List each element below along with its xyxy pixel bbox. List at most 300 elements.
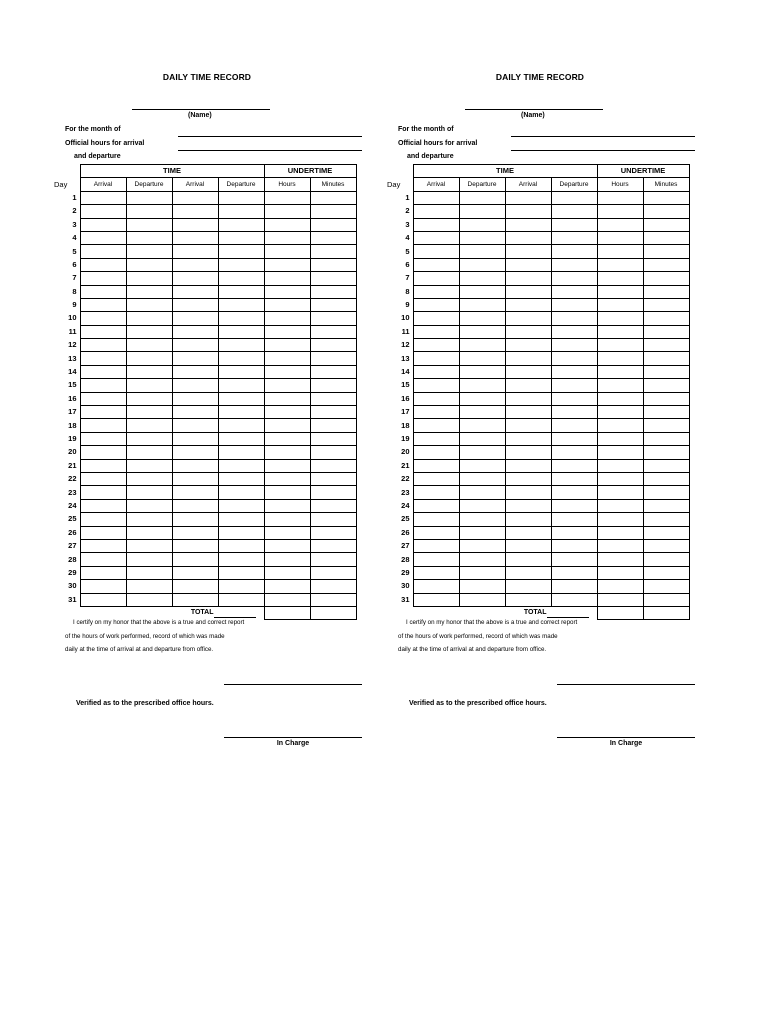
- time-entry-cell[interactable]: [310, 339, 356, 352]
- time-entry-cell[interactable]: [459, 566, 505, 579]
- time-entry-cell[interactable]: [643, 245, 689, 258]
- time-entry-cell[interactable]: [126, 486, 172, 499]
- time-entry-cell[interactable]: [551, 379, 597, 392]
- time-entry-cell[interactable]: [80, 419, 126, 432]
- time-entry-cell[interactable]: [126, 406, 172, 419]
- time-entry-cell[interactable]: [643, 352, 689, 365]
- time-entry-cell[interactable]: [413, 272, 459, 285]
- time-entry-cell[interactable]: [551, 205, 597, 218]
- undertime-total-cell[interactable]: [597, 606, 643, 619]
- time-entry-cell[interactable]: [551, 526, 597, 539]
- time-entry-cell[interactable]: [413, 513, 459, 526]
- time-entry-cell[interactable]: [126, 472, 172, 485]
- time-entry-cell[interactable]: [597, 499, 643, 512]
- time-entry-cell[interactable]: [218, 513, 264, 526]
- time-entry-cell[interactable]: [413, 580, 459, 593]
- time-entry-cell[interactable]: [310, 245, 356, 258]
- time-entry-cell[interactable]: [459, 432, 505, 445]
- time-entry-cell[interactable]: [310, 298, 356, 311]
- time-entry-cell[interactable]: [80, 298, 126, 311]
- time-entry-cell[interactable]: [597, 406, 643, 419]
- time-entry-cell[interactable]: [551, 218, 597, 231]
- time-entry-cell[interactable]: [172, 205, 218, 218]
- time-entry-cell[interactable]: [218, 285, 264, 298]
- time-entry-cell[interactable]: [172, 472, 218, 485]
- time-entry-cell[interactable]: [413, 472, 459, 485]
- time-entry-cell[interactable]: [218, 566, 264, 579]
- time-entry-cell[interactable]: [413, 566, 459, 579]
- employee-signature-line[interactable]: [224, 684, 362, 685]
- time-entry-cell[interactable]: [264, 486, 310, 499]
- time-entry-cell[interactable]: [643, 325, 689, 338]
- time-entry-cell[interactable]: [172, 191, 218, 204]
- time-entry-cell[interactable]: [597, 312, 643, 325]
- time-entry-cell[interactable]: [264, 472, 310, 485]
- month-field-line[interactable]: [178, 136, 362, 137]
- time-entry-cell[interactable]: [643, 231, 689, 244]
- time-entry-cell[interactable]: [264, 231, 310, 244]
- time-entry-cell[interactable]: [126, 298, 172, 311]
- time-entry-cell[interactable]: [80, 325, 126, 338]
- time-entry-cell[interactable]: [505, 432, 551, 445]
- time-entry-cell[interactable]: [413, 298, 459, 311]
- time-entry-cell[interactable]: [597, 231, 643, 244]
- time-entry-cell[interactable]: [172, 432, 218, 445]
- time-entry-cell[interactable]: [264, 539, 310, 552]
- time-entry-cell[interactable]: [264, 459, 310, 472]
- time-entry-cell[interactable]: [172, 365, 218, 378]
- time-entry-cell[interactable]: [218, 352, 264, 365]
- time-entry-cell[interactable]: [80, 459, 126, 472]
- time-entry-cell[interactable]: [413, 379, 459, 392]
- time-entry-cell[interactable]: [218, 258, 264, 271]
- time-entry-cell[interactable]: [643, 486, 689, 499]
- time-entry-cell[interactable]: [80, 432, 126, 445]
- time-entry-cell[interactable]: [597, 539, 643, 552]
- time-entry-cell[interactable]: [264, 419, 310, 432]
- time-entry-cell[interactable]: [126, 352, 172, 365]
- time-entry-cell[interactable]: [172, 325, 218, 338]
- time-entry-cell[interactable]: [597, 513, 643, 526]
- time-entry-cell[interactable]: [551, 459, 597, 472]
- time-entry-cell[interactable]: [505, 406, 551, 419]
- time-entry-cell[interactable]: [459, 258, 505, 271]
- time-entry-cell[interactable]: [505, 312, 551, 325]
- time-entry-cell[interactable]: [643, 205, 689, 218]
- time-entry-cell[interactable]: [126, 593, 172, 606]
- time-entry-cell[interactable]: [126, 379, 172, 392]
- time-entry-cell[interactable]: [80, 486, 126, 499]
- time-entry-cell[interactable]: [310, 499, 356, 512]
- time-entry-cell[interactable]: [80, 526, 126, 539]
- time-entry-cell[interactable]: [80, 513, 126, 526]
- time-entry-cell[interactable]: [80, 499, 126, 512]
- time-entry-cell[interactable]: [310, 406, 356, 419]
- time-entry-cell[interactable]: [597, 352, 643, 365]
- time-entry-cell[interactable]: [505, 553, 551, 566]
- time-entry-cell[interactable]: [551, 339, 597, 352]
- time-entry-cell[interactable]: [459, 352, 505, 365]
- time-entry-cell[interactable]: [459, 486, 505, 499]
- time-entry-cell[interactable]: [597, 472, 643, 485]
- time-entry-cell[interactable]: [172, 419, 218, 432]
- time-entry-cell[interactable]: [643, 526, 689, 539]
- time-entry-cell[interactable]: [459, 513, 505, 526]
- time-entry-cell[interactable]: [172, 312, 218, 325]
- time-entry-cell[interactable]: [264, 566, 310, 579]
- time-entry-cell[interactable]: [505, 231, 551, 244]
- time-entry-cell[interactable]: [459, 459, 505, 472]
- time-entry-cell[interactable]: [80, 339, 126, 352]
- time-entry-cell[interactable]: [597, 432, 643, 445]
- time-entry-cell[interactable]: [505, 580, 551, 593]
- time-entry-cell[interactable]: [597, 392, 643, 405]
- time-entry-cell[interactable]: [643, 580, 689, 593]
- time-entry-cell[interactable]: [80, 285, 126, 298]
- time-entry-cell[interactable]: [310, 459, 356, 472]
- time-entry-cell[interactable]: [505, 486, 551, 499]
- time-entry-cell[interactable]: [264, 499, 310, 512]
- official-hours-field-line[interactable]: [511, 150, 695, 151]
- time-entry-cell[interactable]: [126, 513, 172, 526]
- time-entry-cell[interactable]: [551, 392, 597, 405]
- time-entry-cell[interactable]: [597, 446, 643, 459]
- time-entry-cell[interactable]: [172, 486, 218, 499]
- time-entry-cell[interactable]: [643, 312, 689, 325]
- time-entry-cell[interactable]: [505, 205, 551, 218]
- time-entry-cell[interactable]: [310, 365, 356, 378]
- time-entry-cell[interactable]: [126, 231, 172, 244]
- time-entry-cell[interactable]: [310, 526, 356, 539]
- time-entry-cell[interactable]: [597, 553, 643, 566]
- time-entry-cell[interactable]: [413, 365, 459, 378]
- time-entry-cell[interactable]: [597, 285, 643, 298]
- time-entry-cell[interactable]: [310, 272, 356, 285]
- time-entry-cell[interactable]: [459, 472, 505, 485]
- time-entry-cell[interactable]: [218, 272, 264, 285]
- time-entry-cell[interactable]: [172, 580, 218, 593]
- time-entry-cell[interactable]: [505, 325, 551, 338]
- time-entry-cell[interactable]: [126, 459, 172, 472]
- time-entry-cell[interactable]: [218, 205, 264, 218]
- time-entry-cell[interactable]: [551, 245, 597, 258]
- time-entry-cell[interactable]: [505, 272, 551, 285]
- time-entry-cell[interactable]: [126, 432, 172, 445]
- time-entry-cell[interactable]: [459, 419, 505, 432]
- time-entry-cell[interactable]: [80, 245, 126, 258]
- time-entry-cell[interactable]: [218, 486, 264, 499]
- time-entry-cell[interactable]: [643, 539, 689, 552]
- time-entry-cell[interactable]: [310, 191, 356, 204]
- time-entry-cell[interactable]: [643, 339, 689, 352]
- time-entry-cell[interactable]: [218, 553, 264, 566]
- time-entry-cell[interactable]: [413, 258, 459, 271]
- time-entry-cell[interactable]: [459, 580, 505, 593]
- time-entry-cell[interactable]: [172, 339, 218, 352]
- time-entry-cell[interactable]: [310, 486, 356, 499]
- time-entry-cell[interactable]: [264, 593, 310, 606]
- time-entry-cell[interactable]: [413, 325, 459, 338]
- time-entry-cell[interactable]: [413, 526, 459, 539]
- time-entry-cell[interactable]: [413, 205, 459, 218]
- time-entry-cell[interactable]: [310, 580, 356, 593]
- time-entry-cell[interactable]: [551, 406, 597, 419]
- time-entry-cell[interactable]: [264, 352, 310, 365]
- time-entry-cell[interactable]: [459, 325, 505, 338]
- time-entry-cell[interactable]: [551, 486, 597, 499]
- time-entry-cell[interactable]: [643, 446, 689, 459]
- time-entry-cell[interactable]: [505, 352, 551, 365]
- time-entry-cell[interactable]: [505, 499, 551, 512]
- time-entry-cell[interactable]: [126, 392, 172, 405]
- time-entry-cell[interactable]: [172, 593, 218, 606]
- time-entry-cell[interactable]: [126, 218, 172, 231]
- time-entry-cell[interactable]: [459, 499, 505, 512]
- time-entry-cell[interactable]: [218, 472, 264, 485]
- time-entry-cell[interactable]: [413, 419, 459, 432]
- in-charge-signature-line[interactable]: [224, 737, 362, 738]
- time-entry-cell[interactable]: [551, 231, 597, 244]
- time-entry-cell[interactable]: [80, 446, 126, 459]
- time-entry-cell[interactable]: [310, 218, 356, 231]
- time-entry-cell[interactable]: [126, 365, 172, 378]
- time-entry-cell[interactable]: [172, 566, 218, 579]
- time-entry-cell[interactable]: [172, 553, 218, 566]
- name-field-line[interactable]: [132, 109, 270, 110]
- time-entry-cell[interactable]: [551, 432, 597, 445]
- time-entry-cell[interactable]: [597, 205, 643, 218]
- time-entry-cell[interactable]: [551, 539, 597, 552]
- time-entry-cell[interactable]: [126, 205, 172, 218]
- time-entry-cell[interactable]: [218, 580, 264, 593]
- time-entry-cell[interactable]: [80, 553, 126, 566]
- time-entry-cell[interactable]: [413, 593, 459, 606]
- time-entry-cell[interactable]: [80, 272, 126, 285]
- time-entry-cell[interactable]: [172, 406, 218, 419]
- time-entry-cell[interactable]: [218, 499, 264, 512]
- official-hours-field-line[interactable]: [178, 150, 362, 151]
- time-entry-cell[interactable]: [126, 272, 172, 285]
- time-entry-cell[interactable]: [413, 499, 459, 512]
- time-entry-cell[interactable]: [264, 218, 310, 231]
- time-entry-cell[interactable]: [551, 472, 597, 485]
- time-entry-cell[interactable]: [218, 539, 264, 552]
- time-entry-cell[interactable]: [597, 526, 643, 539]
- time-entry-cell[interactable]: [218, 406, 264, 419]
- time-entry-cell[interactable]: [310, 258, 356, 271]
- time-entry-cell[interactable]: [413, 406, 459, 419]
- time-entry-cell[interactable]: [80, 406, 126, 419]
- time-entry-cell[interactable]: [218, 312, 264, 325]
- time-entry-cell[interactable]: [413, 339, 459, 352]
- time-entry-cell[interactable]: [310, 231, 356, 244]
- time-entry-cell[interactable]: [126, 285, 172, 298]
- time-entry-cell[interactable]: [310, 205, 356, 218]
- time-entry-cell[interactable]: [172, 392, 218, 405]
- undertime-total-cell[interactable]: [310, 606, 356, 619]
- time-entry-cell[interactable]: [643, 553, 689, 566]
- time-entry-cell[interactable]: [459, 539, 505, 552]
- time-entry-cell[interactable]: [218, 419, 264, 432]
- time-entry-cell[interactable]: [310, 553, 356, 566]
- time-entry-cell[interactable]: [413, 285, 459, 298]
- employee-signature-line[interactable]: [557, 684, 695, 685]
- time-entry-cell[interactable]: [643, 258, 689, 271]
- time-entry-cell[interactable]: [126, 446, 172, 459]
- time-entry-cell[interactable]: [218, 379, 264, 392]
- time-entry-cell[interactable]: [80, 231, 126, 244]
- time-entry-cell[interactable]: [643, 419, 689, 432]
- time-entry-cell[interactable]: [264, 325, 310, 338]
- time-entry-cell[interactable]: [172, 218, 218, 231]
- time-entry-cell[interactable]: [551, 298, 597, 311]
- time-entry-cell[interactable]: [218, 339, 264, 352]
- time-entry-cell[interactable]: [80, 218, 126, 231]
- time-entry-cell[interactable]: [459, 272, 505, 285]
- time-entry-cell[interactable]: [310, 392, 356, 405]
- time-entry-cell[interactable]: [459, 526, 505, 539]
- time-entry-cell[interactable]: [505, 419, 551, 432]
- time-entry-cell[interactable]: [597, 580, 643, 593]
- time-entry-cell[interactable]: [126, 312, 172, 325]
- total-field-line[interactable]: [214, 609, 256, 618]
- time-entry-cell[interactable]: [459, 231, 505, 244]
- time-entry-cell[interactable]: [459, 392, 505, 405]
- time-entry-cell[interactable]: [459, 406, 505, 419]
- time-entry-cell[interactable]: [643, 218, 689, 231]
- time-entry-cell[interactable]: [264, 513, 310, 526]
- time-entry-cell[interactable]: [126, 245, 172, 258]
- time-entry-cell[interactable]: [126, 191, 172, 204]
- time-entry-cell[interactable]: [597, 365, 643, 378]
- time-entry-cell[interactable]: [80, 191, 126, 204]
- time-entry-cell[interactable]: [505, 258, 551, 271]
- time-entry-cell[interactable]: [413, 352, 459, 365]
- name-field-line[interactable]: [465, 109, 603, 110]
- time-entry-cell[interactable]: [597, 486, 643, 499]
- time-entry-cell[interactable]: [551, 191, 597, 204]
- time-entry-cell[interactable]: [597, 566, 643, 579]
- time-entry-cell[interactable]: [172, 245, 218, 258]
- time-entry-cell[interactable]: [310, 325, 356, 338]
- time-entry-cell[interactable]: [80, 312, 126, 325]
- time-entry-cell[interactable]: [172, 459, 218, 472]
- time-entry-cell[interactable]: [264, 205, 310, 218]
- time-entry-cell[interactable]: [172, 526, 218, 539]
- time-entry-cell[interactable]: [643, 432, 689, 445]
- time-entry-cell[interactable]: [126, 419, 172, 432]
- time-entry-cell[interactable]: [413, 312, 459, 325]
- time-entry-cell[interactable]: [459, 446, 505, 459]
- time-entry-cell[interactable]: [413, 245, 459, 258]
- time-entry-cell[interactable]: [264, 245, 310, 258]
- time-entry-cell[interactable]: [310, 593, 356, 606]
- time-entry-cell[interactable]: [172, 379, 218, 392]
- time-entry-cell[interactable]: [505, 593, 551, 606]
- time-entry-cell[interactable]: [505, 245, 551, 258]
- time-entry-cell[interactable]: [264, 526, 310, 539]
- time-entry-cell[interactable]: [80, 379, 126, 392]
- time-entry-cell[interactable]: [413, 231, 459, 244]
- time-entry-cell[interactable]: [80, 593, 126, 606]
- time-entry-cell[interactable]: [551, 593, 597, 606]
- time-entry-cell[interactable]: [80, 566, 126, 579]
- total-field-line[interactable]: [547, 609, 589, 618]
- time-entry-cell[interactable]: [597, 272, 643, 285]
- time-entry-cell[interactable]: [172, 446, 218, 459]
- time-entry-cell[interactable]: [172, 539, 218, 552]
- time-entry-cell[interactable]: [459, 298, 505, 311]
- time-entry-cell[interactable]: [413, 446, 459, 459]
- time-entry-cell[interactable]: [459, 205, 505, 218]
- time-entry-cell[interactable]: [218, 231, 264, 244]
- time-entry-cell[interactable]: [264, 191, 310, 204]
- time-entry-cell[interactable]: [643, 459, 689, 472]
- undertime-total-cell[interactable]: [264, 606, 310, 619]
- time-entry-cell[interactable]: [597, 191, 643, 204]
- time-entry-cell[interactable]: [505, 191, 551, 204]
- time-entry-cell[interactable]: [643, 272, 689, 285]
- time-entry-cell[interactable]: [643, 593, 689, 606]
- time-entry-cell[interactable]: [80, 392, 126, 405]
- time-entry-cell[interactable]: [126, 526, 172, 539]
- time-entry-cell[interactable]: [80, 539, 126, 552]
- time-entry-cell[interactable]: [218, 191, 264, 204]
- time-entry-cell[interactable]: [264, 258, 310, 271]
- time-entry-cell[interactable]: [264, 298, 310, 311]
- time-entry-cell[interactable]: [505, 513, 551, 526]
- time-entry-cell[interactable]: [172, 231, 218, 244]
- undertime-total-cell[interactable]: [643, 606, 689, 619]
- in-charge-signature-line[interactable]: [557, 737, 695, 738]
- time-entry-cell[interactable]: [218, 218, 264, 231]
- time-entry-cell[interactable]: [310, 432, 356, 445]
- time-entry-cell[interactable]: [459, 218, 505, 231]
- time-entry-cell[interactable]: [218, 298, 264, 311]
- time-entry-cell[interactable]: [172, 258, 218, 271]
- time-entry-cell[interactable]: [643, 298, 689, 311]
- time-entry-cell[interactable]: [459, 593, 505, 606]
- time-entry-cell[interactable]: [264, 580, 310, 593]
- time-entry-cell[interactable]: [126, 539, 172, 552]
- time-entry-cell[interactable]: [413, 218, 459, 231]
- time-entry-cell[interactable]: [459, 285, 505, 298]
- time-entry-cell[interactable]: [218, 593, 264, 606]
- time-entry-cell[interactable]: [459, 191, 505, 204]
- time-entry-cell[interactable]: [264, 365, 310, 378]
- time-entry-cell[interactable]: [126, 553, 172, 566]
- time-entry-cell[interactable]: [310, 539, 356, 552]
- time-entry-cell[interactable]: [218, 446, 264, 459]
- time-entry-cell[interactable]: [597, 339, 643, 352]
- time-entry-cell[interactable]: [551, 312, 597, 325]
- time-entry-cell[interactable]: [505, 298, 551, 311]
- time-entry-cell[interactable]: [80, 580, 126, 593]
- time-entry-cell[interactable]: [597, 379, 643, 392]
- time-entry-cell[interactable]: [310, 285, 356, 298]
- time-entry-cell[interactable]: [126, 580, 172, 593]
- time-entry-cell[interactable]: [310, 446, 356, 459]
- time-entry-cell[interactable]: [218, 392, 264, 405]
- time-entry-cell[interactable]: [505, 446, 551, 459]
- time-entry-cell[interactable]: [643, 499, 689, 512]
- time-entry-cell[interactable]: [551, 446, 597, 459]
- time-entry-cell[interactable]: [505, 218, 551, 231]
- time-entry-cell[interactable]: [505, 379, 551, 392]
- time-entry-cell[interactable]: [264, 406, 310, 419]
- time-entry-cell[interactable]: [597, 419, 643, 432]
- time-entry-cell[interactable]: [264, 379, 310, 392]
